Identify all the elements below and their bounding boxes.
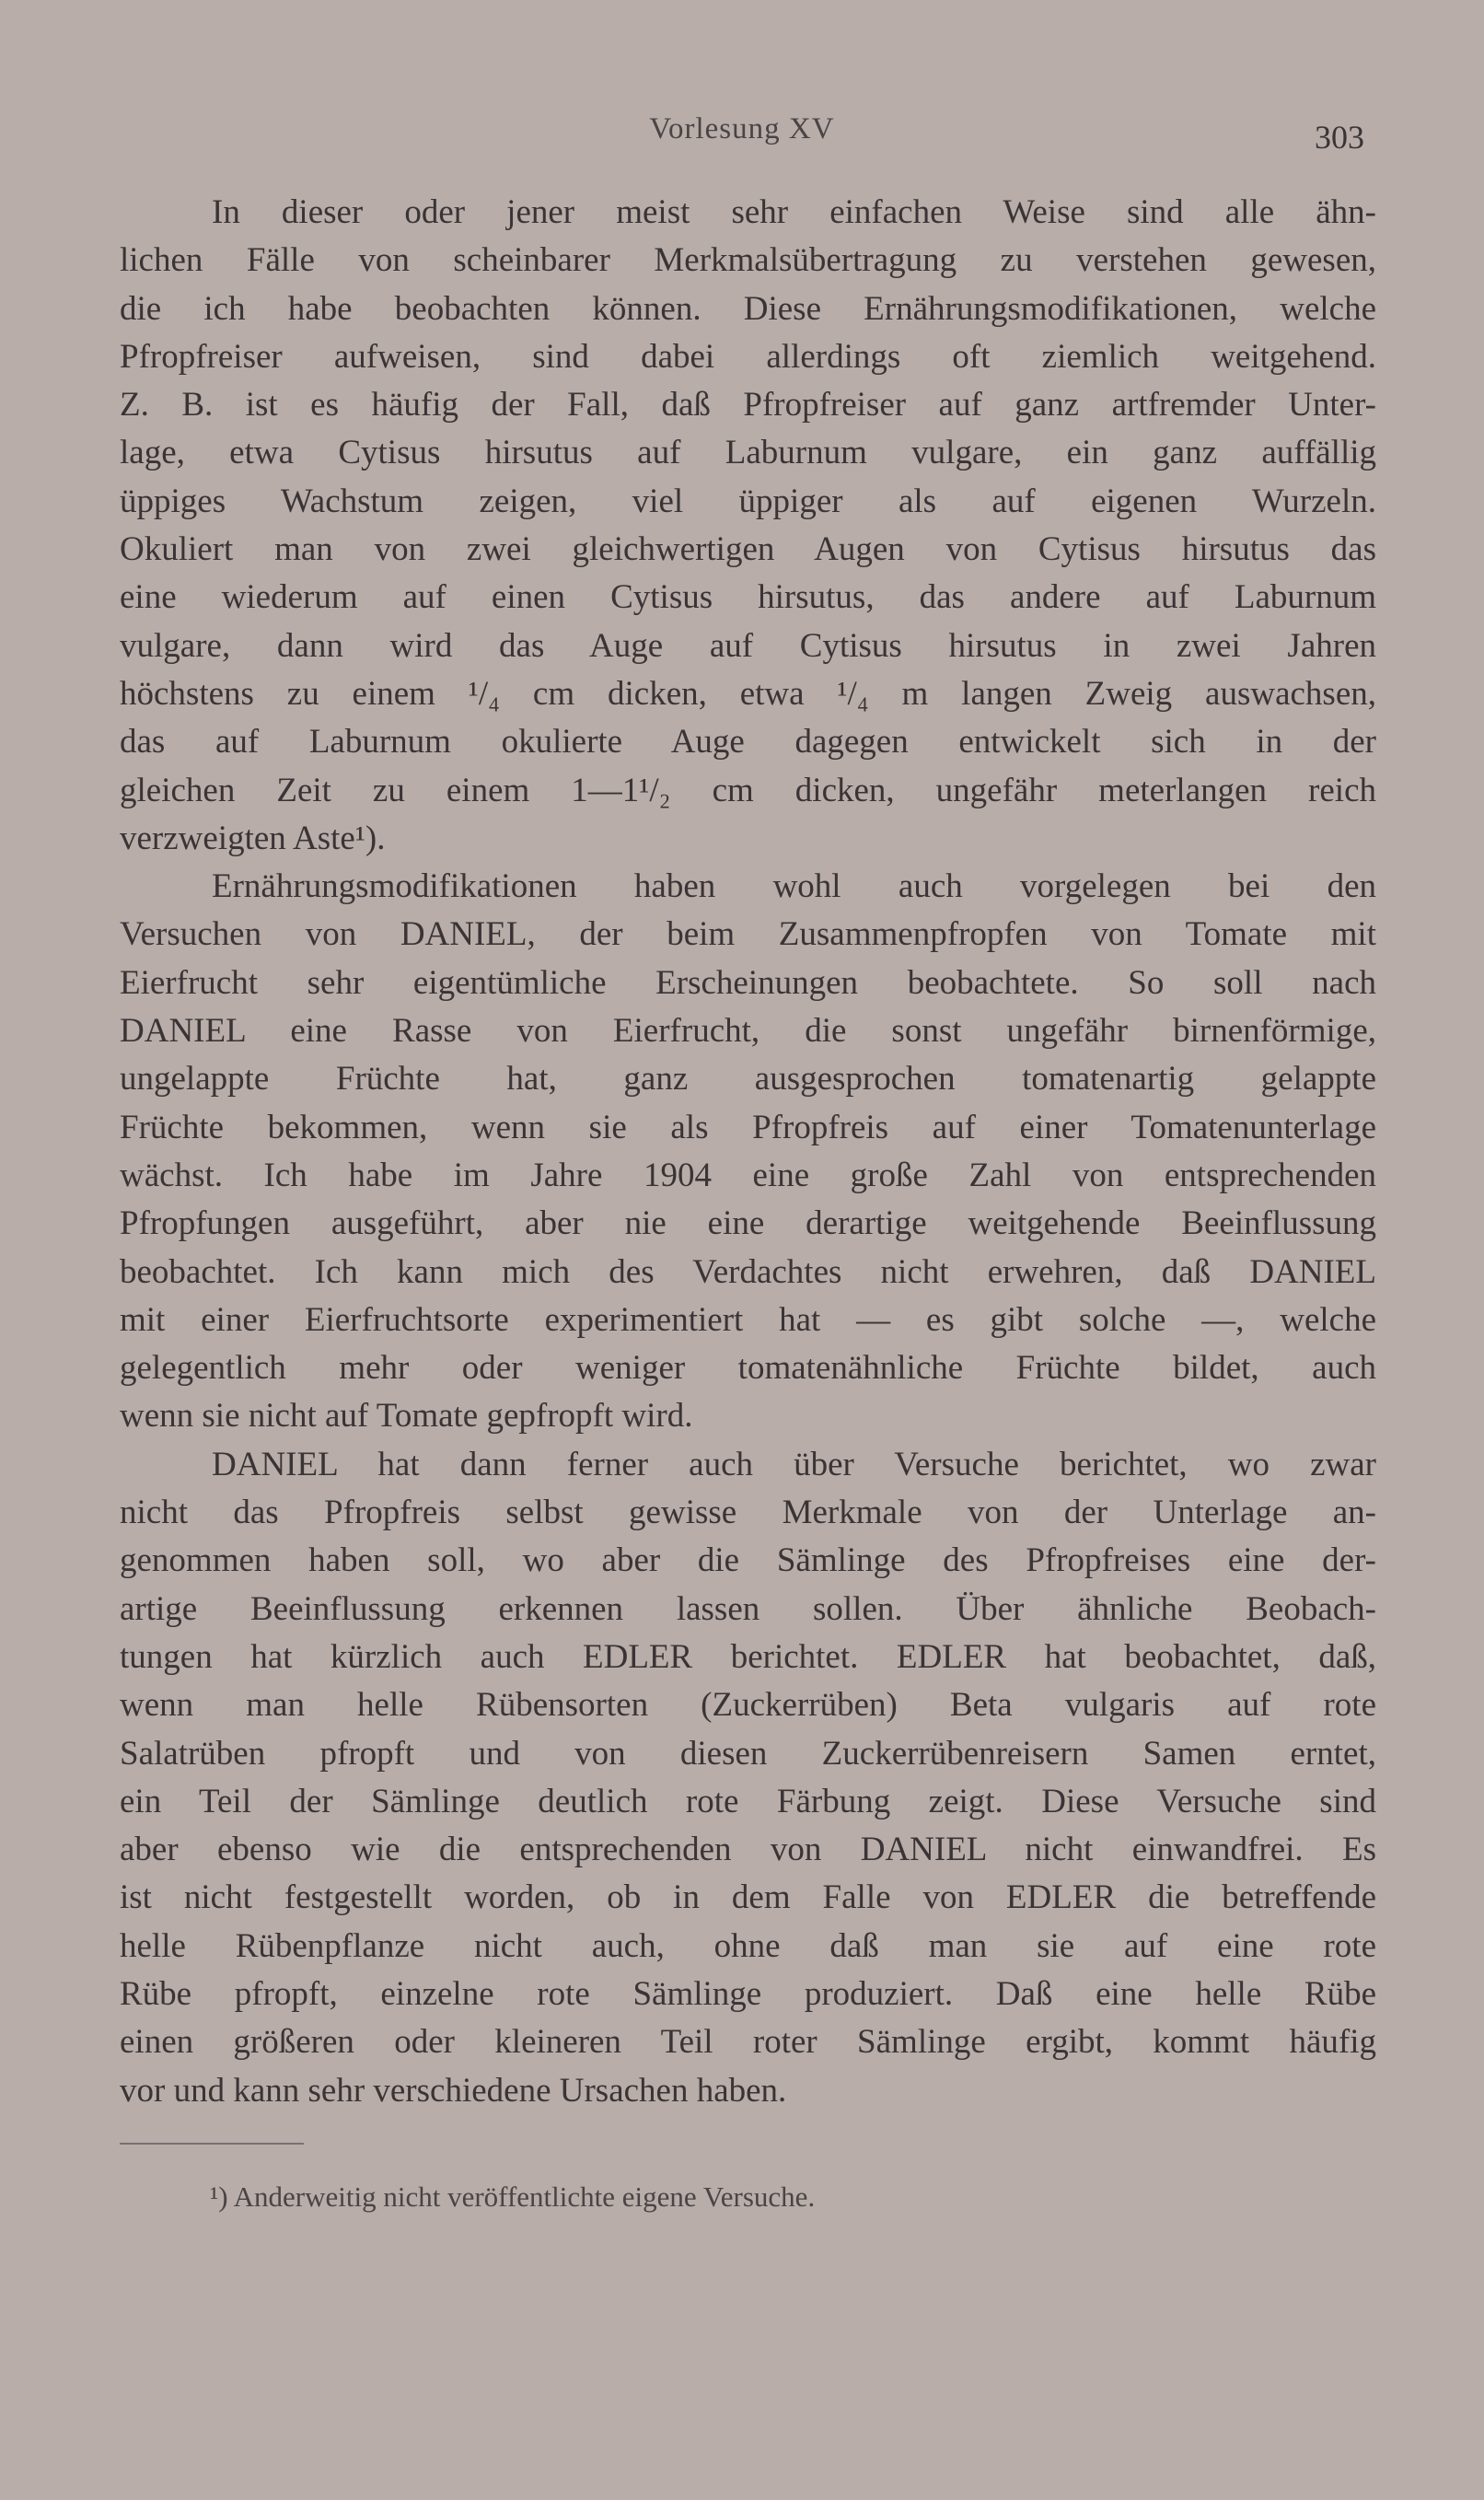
text-line: artige Beeinflussung erkennen lassen sollen. Über ähnliche Beobach-	[120, 1589, 1376, 1628]
text-line: wächst. Ich habe im Jahre 1904 eine große Zahl von entsprechenden	[120, 1156, 1376, 1194]
text-line: nicht das Pfropfreis selbst gewisse Merkmale von der Unterlage an-	[120, 1494, 1376, 1532]
text-line: höchstens zu einem ¹/₄ cm dicken, etwa ¹/₄ m langen Zweig auswachsen,	[120, 674, 1376, 713]
text-line: Eierfrucht sehr eigentümliche Erscheinungen beobachtete. So soll nach	[120, 963, 1376, 1002]
text-line: eine wiederum auf einen Cytisus hirsutus, das andere auf Laburnum	[120, 578, 1376, 617]
text-line: gelegentlich mehr oder weniger tomatenähnliche Früchte bildet, auch	[120, 1349, 1376, 1388]
text-line: üppiges Wachstum zeigen, viel üppiger als auf eigenen Wurzeln.	[120, 482, 1376, 520]
text-line: wenn man helle Rübensorten (Zuckerrüben) Beta vulgaris auf rote	[120, 1686, 1376, 1725]
text-line: Pfropfreiser aufweisen, sind dabei allerdings oft ziemlich weitgehend.	[120, 337, 1376, 376]
text-line: das auf Laburnum okulierte Auge dagegen entwickelt sich in der	[120, 723, 1376, 762]
text-line: Rübe pfropft, einzelne rote Sämlinge produziert. Daß eine helle Rübe	[120, 1974, 1376, 2013]
text-line: ungelappte Früchte hat, ganz ausgesprochen tomatenartig gelappte	[120, 1060, 1376, 1099]
text-line: Salatrüben pfropft und von diesen Zuckerrübenreisern Samen erntet,	[120, 1734, 1376, 1773]
text-line: Okuliert man von zwei gleichwertigen Augen von Cytisus hirsutus das	[120, 530, 1376, 569]
text-line: tungen hat kürzlich auch EDLER berichtet. EDLER hat beobachtet, daß,	[120, 1637, 1376, 1676]
text-line: lage, etwa Cytisus hirsutus auf Laburnum vulgare, ein ganz auffällig	[120, 434, 1376, 472]
text-line: Versuchen von DANIEL, der beim Zusammenpfropfen von Tomate mit	[120, 915, 1376, 954]
footnote: ¹) Anderweitig nicht veröffentlichte eigene Versuche.	[210, 2180, 816, 2213]
text-line: verzweigten Aste¹).	[120, 819, 386, 857]
footnote-divider	[120, 2143, 304, 2145]
text-line: Früchte bekommen, wenn sie als Pfropfreis auf einer Tomatenunterlage	[120, 1108, 1376, 1146]
text-line: In dieser oder jener meist sehr einfachen Weise sind alle ähn-	[212, 193, 1376, 231]
text-line: vulgare, dann wird das Auge auf Cytisus hirsutus in zwei Jahren	[120, 626, 1376, 665]
text-line: DANIEL hat dann ferner auch über Versuche berichtet, wo zwar	[212, 1445, 1376, 1483]
text-line: gleichen Zeit zu einem 1—1¹/₂ cm dicken, ungefähr meterlangen reich	[120, 771, 1376, 809]
text-line: genommen haben soll, wo aber die Sämlinge des Pfropfreises eine der-	[120, 1541, 1376, 1580]
text-line: lichen Fälle von scheinbarer Merkmalsübertragung zu verstehen gewesen,	[120, 241, 1376, 280]
text-line: Pfropfungen ausgeführt, aber nie eine derartige weitgehende Beeinflussung	[120, 1204, 1376, 1243]
text-line: einen größeren oder kleineren Teil roter Sämlinge ergibt, kommt häufig	[120, 2023, 1376, 2062]
body-text	[120, 189, 1376, 2115]
text-line: mit einer Eierfruchtsorte experimentiert hat — es gibt solche —, welche	[120, 1300, 1376, 1339]
text-line: Z. B. ist es häufig der Fall, daß Pfropfreiser auf ganz artfremder Unter-	[120, 386, 1376, 424]
text-line: aber ebenso wie die entsprechenden von DANIEL nicht einwandfrei. Es	[120, 1831, 1376, 1869]
text-line: beobachtet. Ich kann mich des Verdachtes nicht erwehren, daß DANIEL	[120, 1252, 1376, 1291]
text-line: ist nicht festgestellt worden, ob in dem Falle von EDLER die betreffende	[120, 1878, 1376, 1917]
text-line: die ich habe beobachten können. Diese Ernährungsmodifikationen, welche	[120, 289, 1376, 328]
text-line: vor und kann sehr verschiedene Ursachen haben.	[120, 2071, 787, 2110]
text-line: ein Teil der Sämlinge deutlich rote Färbung zeigt. Diese Versuche sind	[120, 1782, 1376, 1820]
page-number: 303	[1315, 119, 1364, 156]
text-line: wenn sie nicht auf Tomate gepfropft wird.	[120, 1397, 693, 1436]
running-title: Vorlesung XV	[649, 112, 835, 145]
text-line: DANIEL eine Rasse von Eierfrucht, die sonst ungefähr birnenförmige,	[120, 1012, 1376, 1051]
text-line: Ernährungsmodifikationen haben wohl auch vorgelegen bei den	[212, 867, 1376, 906]
text-line: helle Rübenpflanze nicht auch, ohne daß man sie auf eine rote	[120, 1926, 1376, 1965]
